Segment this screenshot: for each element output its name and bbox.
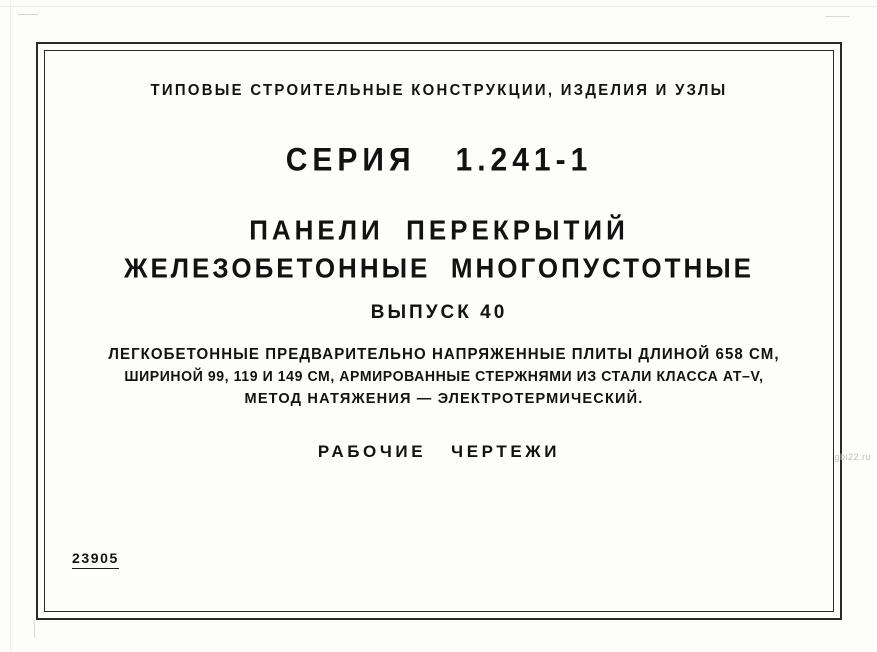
corner-tick-bottom-left xyxy=(34,620,35,638)
series-designation: СЕРИЯ 1.241-1 xyxy=(285,142,593,179)
description-line-1: ЛЕГКОБЕТОННЫЕ ПРЕДВАРИТЕЛЬНО НАПРЯЖЕННЫЕ ПЛИТЫ ДЛИНОЙ 658 СМ, xyxy=(108,346,780,363)
description-block xyxy=(70,346,818,412)
document-code: 23905 xyxy=(72,550,119,569)
description-line-3: МЕТОД НАТЯЖЕНИЯ — ЭЛЕКТРОТЕРМИЧЕСКИЙ. xyxy=(244,390,644,407)
scan-edge-top xyxy=(0,6,877,7)
document-title-line-2: ЖЕЛЕЗОБЕТОННЫЕ МНОГОПУСТОТНЫЕ xyxy=(123,252,755,284)
corner-tick-top-right xyxy=(825,16,849,17)
document-heading: ТИПОВЫЕ СТРОИТЕЛЬНЫЕ КОНСТРУКЦИИ, ИЗДЕЛИЯ И УЗЛЫ xyxy=(150,82,728,99)
document-type: РАБОЧИЕ ЧЕРТЕЖИ xyxy=(317,442,561,461)
document-title-line-1: ПАНЕЛИ ПЕРЕКРЫТИЙ xyxy=(249,214,629,246)
title-block-content xyxy=(44,50,834,612)
issue-number: ВЫПУСК 40 xyxy=(370,302,508,323)
scan-edge-left xyxy=(10,0,11,652)
watermark-text: gbi22.ru xyxy=(834,452,871,462)
corner-tick-top-left xyxy=(18,14,38,15)
description-line-2: ШИРИНОЙ 99, 119 И 149 СМ, АРМИРОВАННЫЕ СТЕРЖНЯМИ ИЗ СТАЛИ КЛАССА АТ–V, xyxy=(124,369,764,385)
